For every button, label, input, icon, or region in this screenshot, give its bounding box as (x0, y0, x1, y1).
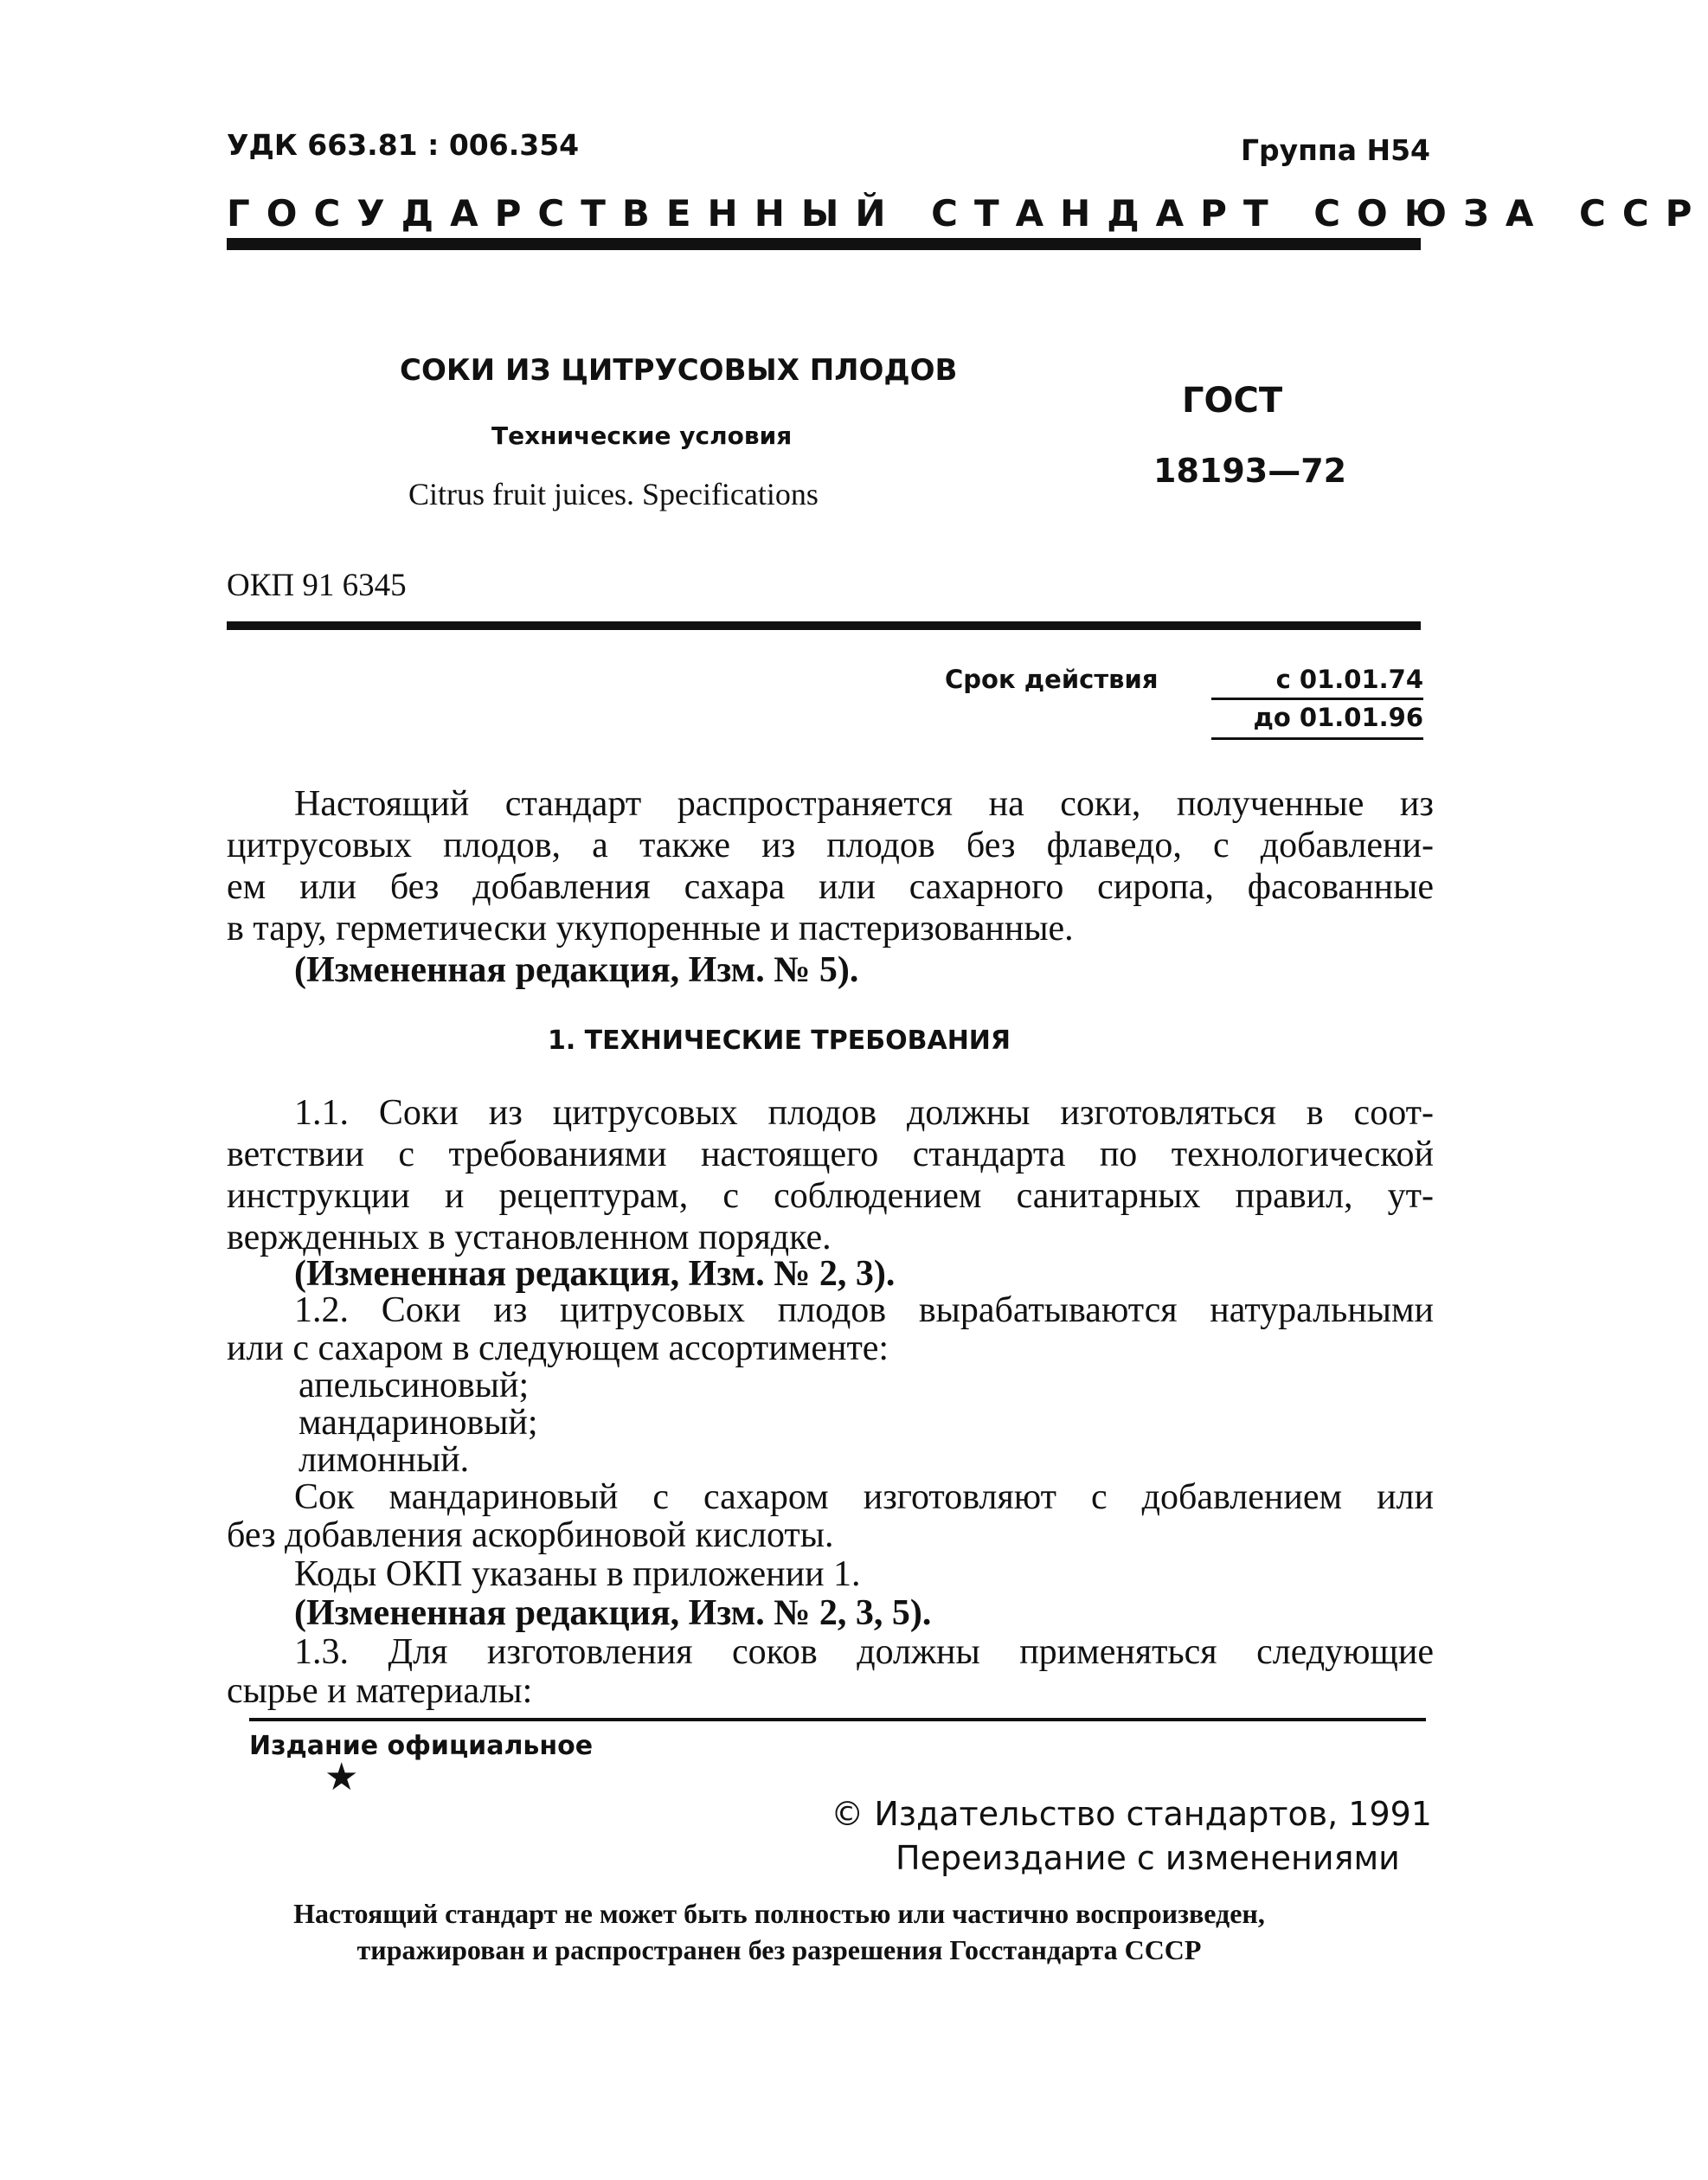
clause-1-3-line: 1.3. Для изготовления соков должны применяться следующие (294, 1632, 1434, 1672)
intro-line: цитрусовых плодов, а также из плодов без флаведо, с добавлени- (227, 826, 1434, 865)
clause-1-1-line: 1.1. Соки из цитрусовых плодов должны изготовляться в соот- (294, 1093, 1434, 1133)
intro-line: ем или без добавления сахара или сахарного сиропа, фасованные (227, 867, 1434, 907)
clause-1-1-amendment: (Измененная редакция, Изм. № 2, 3). (294, 1254, 896, 1294)
clause-1-2-extra-line: без добавления аскорбиновой кислоты. (227, 1515, 834, 1555)
valid-to: до 01.01.96 (1253, 703, 1423, 732)
assortment-item: апельсиновый; (299, 1366, 530, 1405)
clause-1-1-line: ветствии с требованиями настоящего стандарта по технологической (227, 1135, 1434, 1174)
reproduction-notice-line: Настоящий стандарт не может быть полностью или частично воспроизведен, (293, 1898, 1265, 1929)
clause-1-1-line: инструкции и рецептурам, с соблюдением санитарных правил, ут- (227, 1176, 1434, 1216)
assortment-item: лимонный. (299, 1440, 470, 1480)
publisher-copyright: © Издательство стандартов, 1991 (831, 1795, 1432, 1833)
document-title: СОКИ ИЗ ЦИТРУСОВЫХ ПЛОДОВ (400, 353, 958, 388)
reissue-note: Переиздание с изменениями (896, 1839, 1400, 1877)
validity-divider (1211, 698, 1423, 700)
section-title: 1. ТЕХНИЧЕСКИЕ ТРЕБОВАНИЯ (547, 1026, 1011, 1056)
header-divider (227, 238, 1421, 250)
document-subtitle: Технические условия (491, 421, 793, 450)
validity-label: Срок действия (945, 665, 1159, 694)
gost-number: 18193—72 (1153, 452, 1347, 490)
validity-underline (1211, 737, 1423, 740)
intro-line: Настоящий стандарт распространяется на соки, полученные из (294, 784, 1434, 824)
group-code: Группа Н54 (1240, 133, 1430, 167)
reproduction-notice-line: тиражирован и распространен без разрешения Госстандарта СССР (356, 1934, 1202, 1965)
clause-1-1-line: вержденных в установленном порядке. (227, 1218, 832, 1257)
title-divider (227, 621, 1421, 630)
intro-line: в тару, герметически укупоренные и пастеризованные. (227, 909, 1074, 949)
english-title: Citrus fruit juices. Specifications (408, 477, 819, 511)
clause-1-2-line: 1.2. Соки из цитрусовых плодов вырабатываются натуральными (294, 1290, 1434, 1330)
clause-1-2-amendment: (Измененная редакция, Изм. № 2, 3, 5). (294, 1593, 932, 1633)
clause-1-2-extra-line: Сок мандариновый с сахаром изготовляют с добавлением или (294, 1477, 1434, 1517)
gost-label: ГОСТ (1182, 381, 1283, 421)
assortment-item: мандариновый; (299, 1403, 538, 1443)
clause-1-3-line: сырье и материалы: (227, 1671, 533, 1711)
udk-code: УДК 663.81 : 006.354 (227, 128, 580, 162)
intro-amendment: (Измененная редакция, Изм. № 5). (294, 950, 859, 990)
official-edition-label: Издание официальное (249, 1731, 594, 1761)
clause-1-2-line: или с сахаром в следующем ассортименте: (227, 1328, 889, 1368)
footer-divider (249, 1718, 1426, 1721)
okp-code: ОКП 91 6345 (227, 568, 407, 603)
okp-codes-note: Коды ОКП указаны в приложении 1. (294, 1554, 861, 1594)
valid-from: с 01.01.74 (1275, 665, 1423, 694)
star-icon: ★ (324, 1755, 359, 1799)
state-standard-heading: ГОСУДАРСТВЕННЫЙ СТАНДАРТ СОЮЗА ССР (227, 192, 1708, 235)
